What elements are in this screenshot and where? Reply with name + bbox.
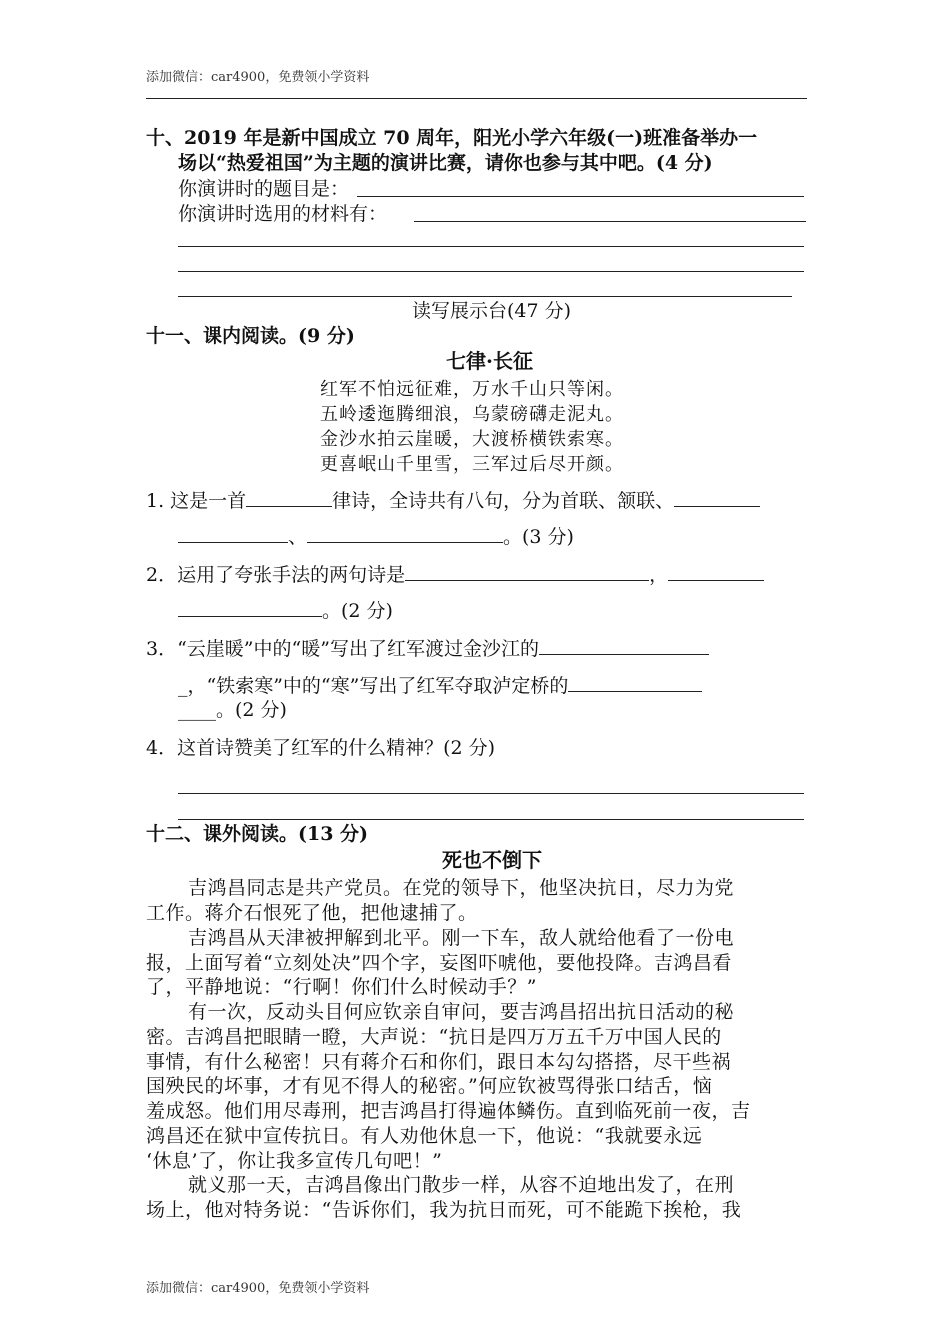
q11-1-blank-type[interactable] [246,488,332,507]
q11-1-line2 [178,524,574,549]
q11-2-text-a: 2．运用了夸张手法的两句诗是 [146,564,406,586]
q11-2-text-c: 。(2 分) [322,600,393,622]
q10-answer-line-3[interactable] [178,271,804,272]
q11-2-line1 [146,562,764,587]
q11-4-answer-line-2[interactable] [178,819,804,820]
passage-line-12: ‘休息’了，你让我多宣传几句吧！” [146,1150,443,1172]
q11-1-text-a: 1. 这是一首 [146,490,247,512]
passage-line-7: 密。吉鸿昌把眼睛一瞪，大声说：“抗日是四万万五千万中国人民的 [146,1026,722,1048]
passage-line-14: 场上，他对特务说：“告诉你们，我为抗日而死，可不能跪下挨枪，我 [146,1199,742,1221]
header-divider [146,98,807,99]
poem-title: 七律·长征 [446,349,533,373]
passage-line-1: 吉鸿昌同志是共产党员。在党的领导下，他坚决抗日，尽力为党 [188,877,735,899]
page-footer: 添加微信：car4900，免费领小学资料 [146,1281,370,1296]
passage-line-3: 吉鸿昌从天津被押解到北平。刚一下车，敌人就给他看了一份电 [188,927,735,949]
passage-line-8: 事情，有什么秘密！只有蒋介石和你们，跟日本勾勾搭搭，尽干些祸 [146,1051,732,1073]
q11-1-text-c: 、 [288,526,308,548]
page-header: 添加微信：car4900，免费领小学资料 [146,70,370,85]
q11-4-prompt: 4．这首诗赞美了红军的什么精神？(2 分) [146,737,496,759]
passage-line-13: 就义那一天，吉鸿昌像出门散步一样，从容不迫地出发了，在刑 [188,1174,735,1196]
q11-3-text-b: _，“铁索寒”中的“寒”写出了红军夺取泸定桥的 [178,675,569,697]
passage-line-10: 羞成怒。他们用尽毒刑，把吉鸿昌打得遍体鳞伤。直到临死前一夜，吉 [146,1100,751,1122]
q11-2-blank-2b[interactable] [178,598,322,617]
q11-1-text-b: 律诗，全诗共有八句，分为首联、颔联、 [332,490,675,512]
q11-1-blank-part3b[interactable] [178,524,288,543]
q10-topic-label: 你演讲时的题目是： [178,178,350,200]
q11-3-line2 [178,673,702,698]
poem-line-1: 红军不怕远征难，万水千山只等闲。 [320,379,624,400]
q10-prompt-line1: 十、2019 年是新中国成立 70 周年，阳光小学六年级(一)班准备举办一 [146,127,758,149]
q11-2-blank-2[interactable] [668,562,764,581]
q11-3-line3: ____。(2 分) [178,699,287,721]
q10-answer-line-2[interactable] [178,246,804,247]
q10-material-answer-line[interactable] [414,221,806,222]
q11-1-blank-part3[interactable] [674,488,760,507]
q12-heading: 十二、课外阅读。(13 分) [146,823,369,845]
q11-3-blank-1[interactable] [539,636,709,655]
q11-2-blank-1[interactable] [405,562,649,581]
poem-line-2: 五岭逶迤腾细浪，乌蒙磅礴走泥丸。 [320,404,624,425]
passage-line-6: 有一次，反动头目何应钦亲自审问，要吉鸿昌招出抗日活动的秘 [188,1001,735,1023]
passage-line-2: 工作。蒋介石恨死了他，把他逮捕了。 [146,902,478,924]
passage-line-11: 鸿昌还在狱中宣传抗日。有人劝他休息一下，他说：“我就要永远 [146,1125,703,1147]
q11-4-answer-line-1[interactable] [178,793,804,794]
poem-line-3: 金沙水拍云崖暖，大渡桥横铁索寒。 [320,429,624,450]
passage-line-5: 了，平静地说：“行啊！你们什么时候动手？” [146,976,537,998]
passage-line-4: 报，上面写着“立刻处决”四个字，妄图吓唬他，要他投降。吉鸿昌看 [146,952,732,974]
section-title: 读写展示台(47 分) [412,300,572,322]
q11-1-text-d: 。(3 分) [503,526,574,548]
passage-line-9: 国殃民的坏事，才有见不得人的秘密。”何应钦被骂得张口结舌，恼 [146,1075,713,1097]
q10-prompt-line2: 场以“热爱祖国”为主题的演讲比赛，请你也参与其中吧。(4 分) [178,152,713,174]
poem-line-4: 更喜岷山千里雪，三军过后尽开颜。 [320,454,624,475]
q10-material-label: 你演讲时选用的材料有： [178,203,388,225]
q11-2-text-b: ， [649,564,669,586]
q11-1-line1 [146,488,760,513]
q11-2-line2 [178,598,393,623]
q11-3-text-a: 3．“云崖暖”中的“暖”写出了红军渡过金沙江的 [146,638,539,660]
q11-heading: 十一、课内阅读。(9 分) [146,325,355,347]
q11-1-blank-part4[interactable] [307,524,503,543]
passage-title: 死也不倒下 [442,848,542,872]
q11-3-line1 [146,636,709,661]
q10-topic-answer-line[interactable] [357,196,804,197]
q11-3-blank-2[interactable] [568,673,702,692]
q10-answer-line-4[interactable] [178,296,792,297]
